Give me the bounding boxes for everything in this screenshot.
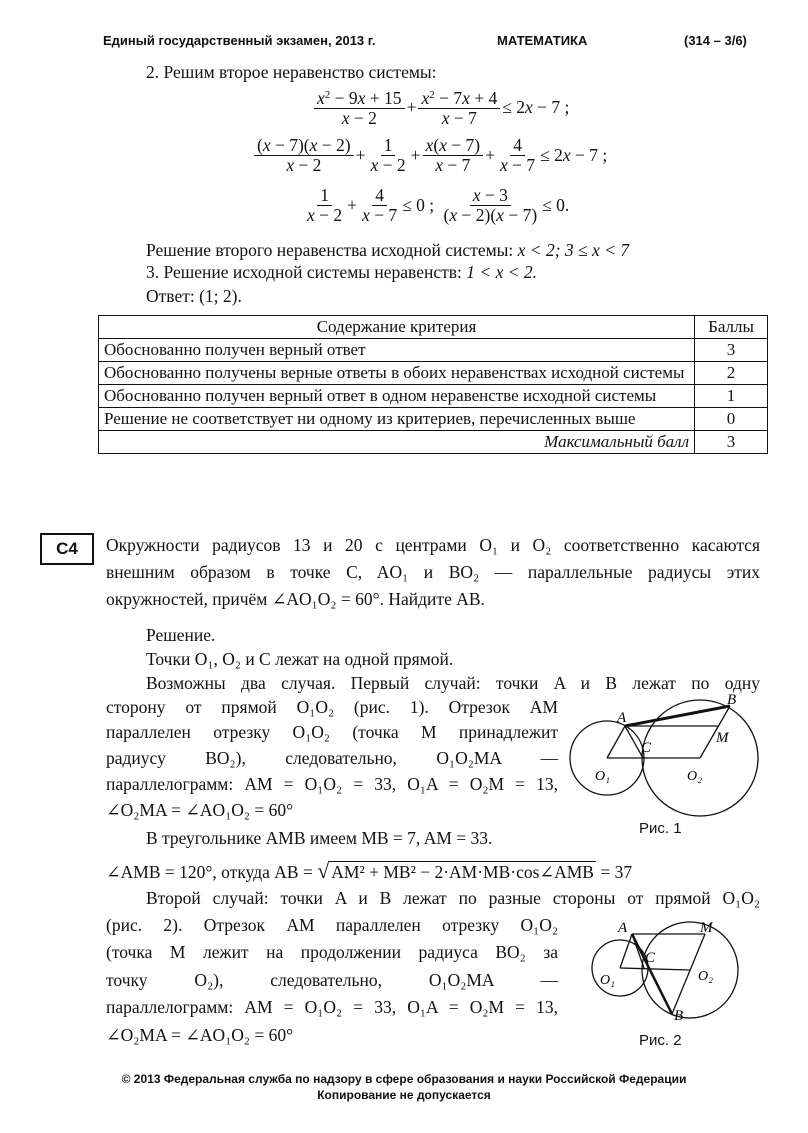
column-header-content: Содержание критерия	[99, 316, 695, 339]
solution-line: ∠O₂MA = ∠AO₁O₂ = 60°	[106, 1025, 294, 1045]
criteria-text: Обоснованно получены верные ответы в обоих неравенствах исходной системы	[99, 362, 695, 385]
criteria-points: 2	[695, 362, 768, 385]
formula-line-1: $\frac{x^2 - 9x + 15}{x - 2}$ + $\frac{x^2 - 7x + 4}{x - 7}$ ≤ 2x − 7 ;	[312, 86, 569, 128]
label-m: M	[716, 730, 729, 746]
solution-line: Возможны два случая. Первый случай: точки A и B лежат по одну	[146, 673, 760, 693]
criteria-text: Решение не соответствует ни одному из критериев, перечисленных выше	[99, 408, 695, 431]
formula-line-3: $\frac{1}{x - 2}$ + $\frac{4}{x - 7}$ ≤ 0 ; $\frac{x - 3}{(x - 2)(x - 7)}$ ≤ 0.	[307, 185, 570, 225]
solution-line: параллелен отрезку O₁O₂ (точка M принадлежит	[106, 722, 558, 742]
solution-line: радиусу BO₂), следовательно, O₁O₂MA —	[106, 748, 558, 768]
second-inequality-solution: Решение второго неравенства исходной системы: x < 2; 3 ≤ x < 7	[146, 240, 630, 260]
line-o1o2	[620, 968, 690, 970]
label-o1: O₁	[595, 769, 610, 784]
segment-ao1	[607, 726, 625, 758]
header-code: (314 – 3/6)	[684, 33, 747, 48]
label-a: A	[618, 920, 628, 936]
segment-ab	[632, 934, 672, 1014]
solution-line: В треугольнике AMB имеем MB = 7, AM = 33.	[146, 828, 493, 848]
label-b: B	[674, 1008, 684, 1024]
solution-line: параллелограмм: AM = O₁O₂ = 33, O₁A = O₂M = 13,	[106, 997, 558, 1017]
solution-formula-ab: ∠AMB = 120°, откуда AB = √ AM² + MB² − 2·AM·MB·cos∠AMB = 37	[106, 858, 633, 883]
max-score-value: 3	[695, 431, 768, 454]
label-o2: O₂	[687, 769, 702, 784]
header-left: Единый государственный экзамен, 2013 г.	[103, 33, 376, 48]
table-row	[99, 362, 768, 385]
solution-line: (рис. 2). Отрезок AM параллелен отрезку O₁O₂	[106, 915, 558, 935]
table-row	[99, 385, 768, 408]
column-header-points: Баллы	[695, 316, 768, 339]
criteria-text: Обоснованно получен верный ответ	[99, 339, 695, 362]
header-subject: МАТЕМАТИКА	[497, 33, 588, 48]
solution-line: сторону от прямой O₁O₂ (рис. 1). Отрезок AM	[106, 697, 558, 717]
figure-2-caption: Рис. 2	[639, 1032, 682, 1049]
problem-line-2: внешним образом в точке C, AO₁ и BO₂ — параллельные радиусы этих	[106, 562, 760, 582]
solution-line: параллелограмм: AM = O₁O₂ = 33, O₁A = O₂M = 13,	[106, 774, 558, 794]
problem-number-badge: C4	[40, 533, 94, 565]
criteria-points: 0	[695, 408, 768, 431]
segment-ab	[625, 706, 730, 726]
solution-line: Точки O₁, O₂ и C лежат на одной прямой.	[146, 649, 454, 669]
footer-copyright: © 2013 Федеральная служба по надзору в сфере образования и науки Российской Федерации	[121, 1072, 687, 1086]
table-header-row	[99, 316, 768, 339]
solution-line: (точка M лежит на продолжении радиуса BO₂ за	[106, 942, 558, 962]
criteria-points: 3	[695, 339, 768, 362]
criteria-points: 1	[695, 385, 768, 408]
label-a: A	[617, 710, 627, 726]
solution-line: ∠O₂MA = ∠AO₁O₂ = 60°	[106, 800, 294, 820]
max-score-label: Максимальный балл	[99, 431, 695, 454]
table-row-max	[99, 431, 768, 454]
label-c: C	[645, 950, 656, 966]
table-row	[99, 408, 768, 431]
criteria-text: Обоснованно получен верный ответ в одном неравенстве исходной системы	[99, 385, 695, 408]
solution-line: Второй случай: точки A и B лежат по разные стороны от прямой O₁O₂	[146, 888, 760, 908]
criteria-table	[98, 315, 768, 454]
label-c: C	[641, 740, 652, 756]
label-b: B	[727, 692, 737, 708]
label-o1: O₁	[600, 973, 615, 988]
footer-notice: Копирование не допускается	[317, 1088, 491, 1102]
formula-line-2: $\frac{(x - 7)(x - 2)}{x - 2}$ + $\frac{1}{x - 2}$ + $\frac{x(x - 7)}{x - 7}$ + $\frac{4}{x - 7}$ ≤ 2x − 7 ;	[252, 136, 607, 175]
figure-1-caption: Рис. 1	[639, 820, 682, 837]
label-m: M	[700, 920, 713, 936]
step3: 3. Решение исходной системы неравенств: 1 < x < 2.	[146, 262, 538, 282]
answer: Ответ: (1; 2).	[146, 286, 242, 306]
solution-heading: Решение.	[146, 625, 216, 645]
problem-line-3: окружностей, причём ∠AO₁O₂ = 60°. Найдите AB.	[106, 589, 485, 609]
solution-line: точку O₂), следовательно, O₁O₂MA —	[106, 970, 558, 990]
segment-ao1	[620, 934, 632, 968]
table-row	[99, 339, 768, 362]
figure-2	[590, 910, 770, 1030]
step2-title: 2. Решим второе неравенство системы:	[146, 62, 437, 82]
problem-line-1: Окружности радиусов 13 и 20 с центрами O₁ и O₂ соответственно касаются	[106, 535, 760, 555]
figure-1	[565, 690, 775, 820]
label-o2: O₂	[698, 969, 713, 984]
